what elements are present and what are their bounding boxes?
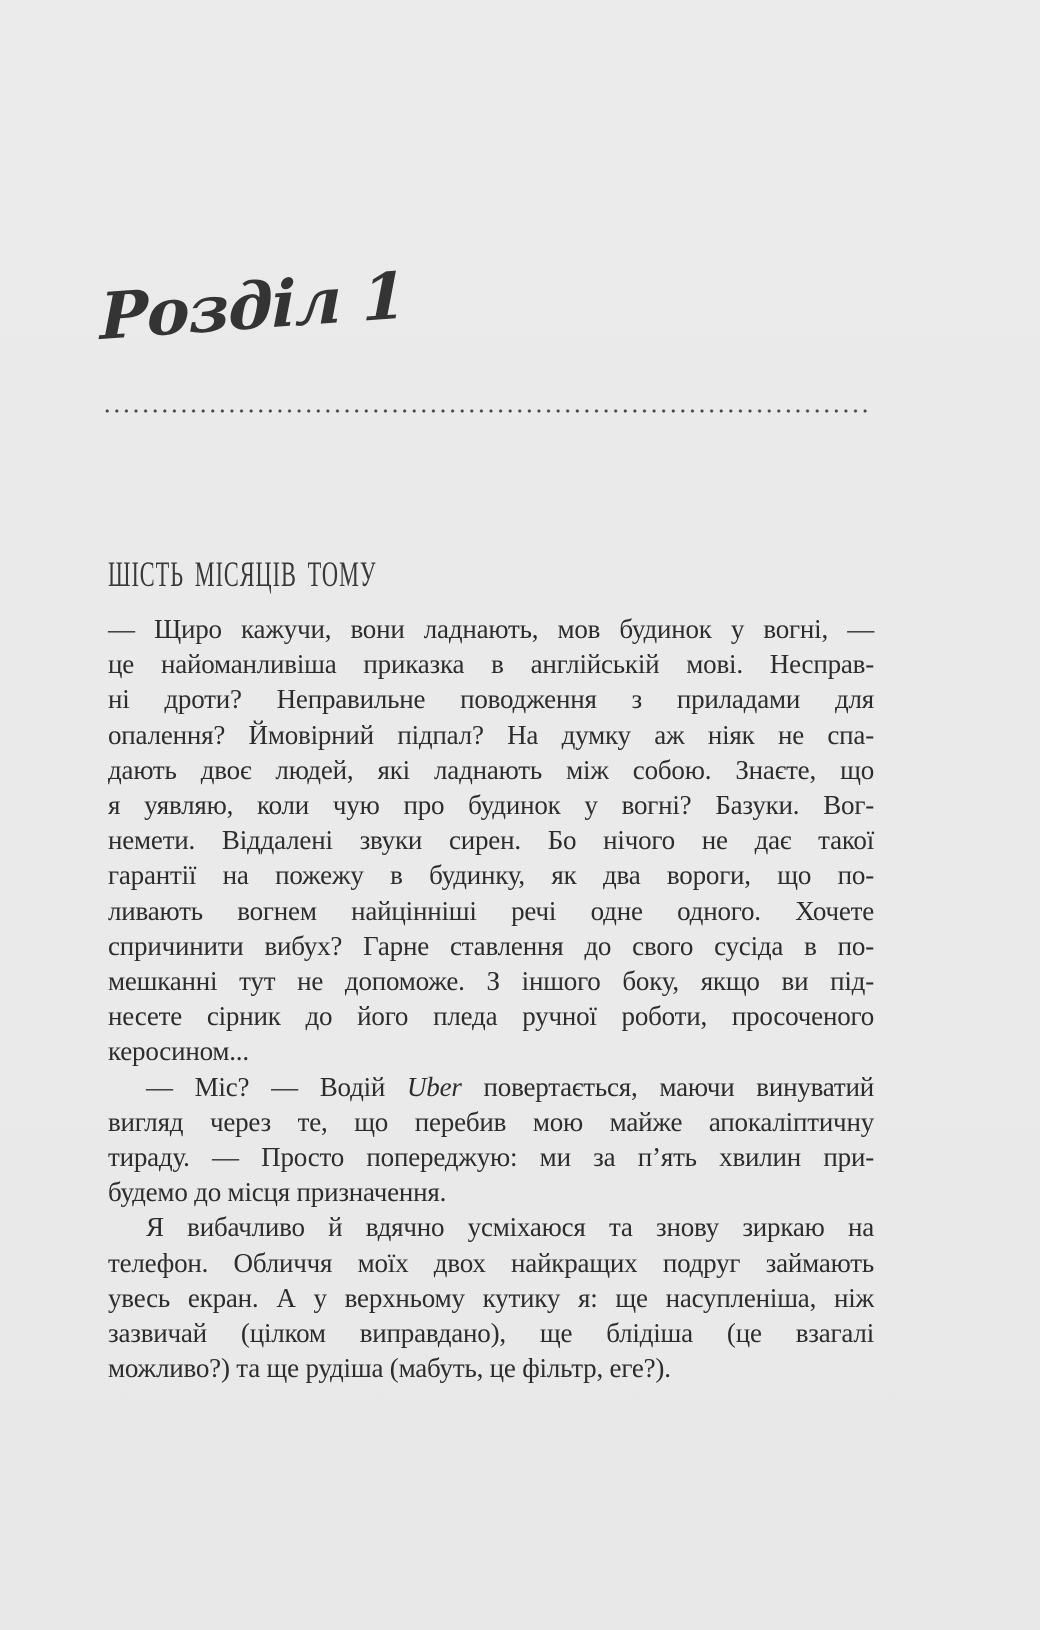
chapter-heading: Розділ 1 <box>100 258 406 356</box>
text-line: дають двоє людей, які ладнають між собою. Знаєте, що <box>108 754 874 785</box>
text-line: зазвичай (цілком виправдано), ще блідіша (це взагалі <box>108 1318 874 1349</box>
text-line: тираду. — Просто попереджую: ми за п’ять хвилин при- <box>108 1142 874 1173</box>
text-line: несете сірник до його пледа ручної роботи, просоченого <box>108 1001 874 1032</box>
body-text <box>108 612 874 1386</box>
text-line: будемо до місця призначення. <box>108 1177 447 1208</box>
section-heading: ШІСТЬ МІСЯЦІВ ТОМУ <box>108 554 377 594</box>
text-line: я уявляю, коли чую про будинок у вогні? Базуки. Вог- <box>108 790 874 821</box>
text-line: гарантії на пожежу в будинку, як два вороги, що по- <box>108 860 874 891</box>
paragraph <box>108 1210 874 1386</box>
text-line: ні дроти? Неправильне поводження з приладами для <box>108 684 874 715</box>
text-line: опалення? Ймовірний підпал? На думку аж ніяк не спа- <box>108 719 874 750</box>
text-line <box>108 1070 874 1105</box>
dotted-divider <box>105 408 873 414</box>
text-line: — Щиро кажучи, вони ладнають, мов будинок у вогні, — <box>108 614 874 644</box>
text-line: увесь екран. А у верхньому кутику я: ще насупленіша, ніж <box>108 1282 874 1313</box>
text-line: це найоманливіша приказка в англійській мові. Несправ- <box>108 649 874 680</box>
text-line: телефон. Обличчя моїх двох найкращих подруг займають <box>108 1247 874 1278</box>
text-line: спричинити вибух? Гарне ставлення до свого сусіда в по- <box>108 930 874 961</box>
text-segment: — Міс? — Водій <box>146 1071 407 1102</box>
text-line: вигляд через те, що перебив мою майже апокаліптичну <box>108 1106 874 1137</box>
text-line: ливають вогнем найцінніші речі одне одного. Хочете <box>108 895 874 926</box>
text-segment: повертається, маючи винуватий <box>461 1071 874 1102</box>
text-line: керосином... <box>108 1036 249 1067</box>
paragraph <box>108 612 874 1070</box>
text-line: можливо?) та ще рудіша (мабуть, це фільтр, еге?). <box>108 1353 671 1384</box>
text-line: Я вибачливо й вдячно усміхаюся та знову зиркаю на <box>146 1212 874 1243</box>
text-line: мешканні тут не допоможе. З іншого боку, якщо ви під- <box>108 966 874 997</box>
paragraph <box>108 1070 874 1211</box>
text-line: немети. Віддалені звуки сирен. Бо нічого не дає такої <box>108 825 874 856</box>
italic-text: Uber <box>407 1071 462 1102</box>
